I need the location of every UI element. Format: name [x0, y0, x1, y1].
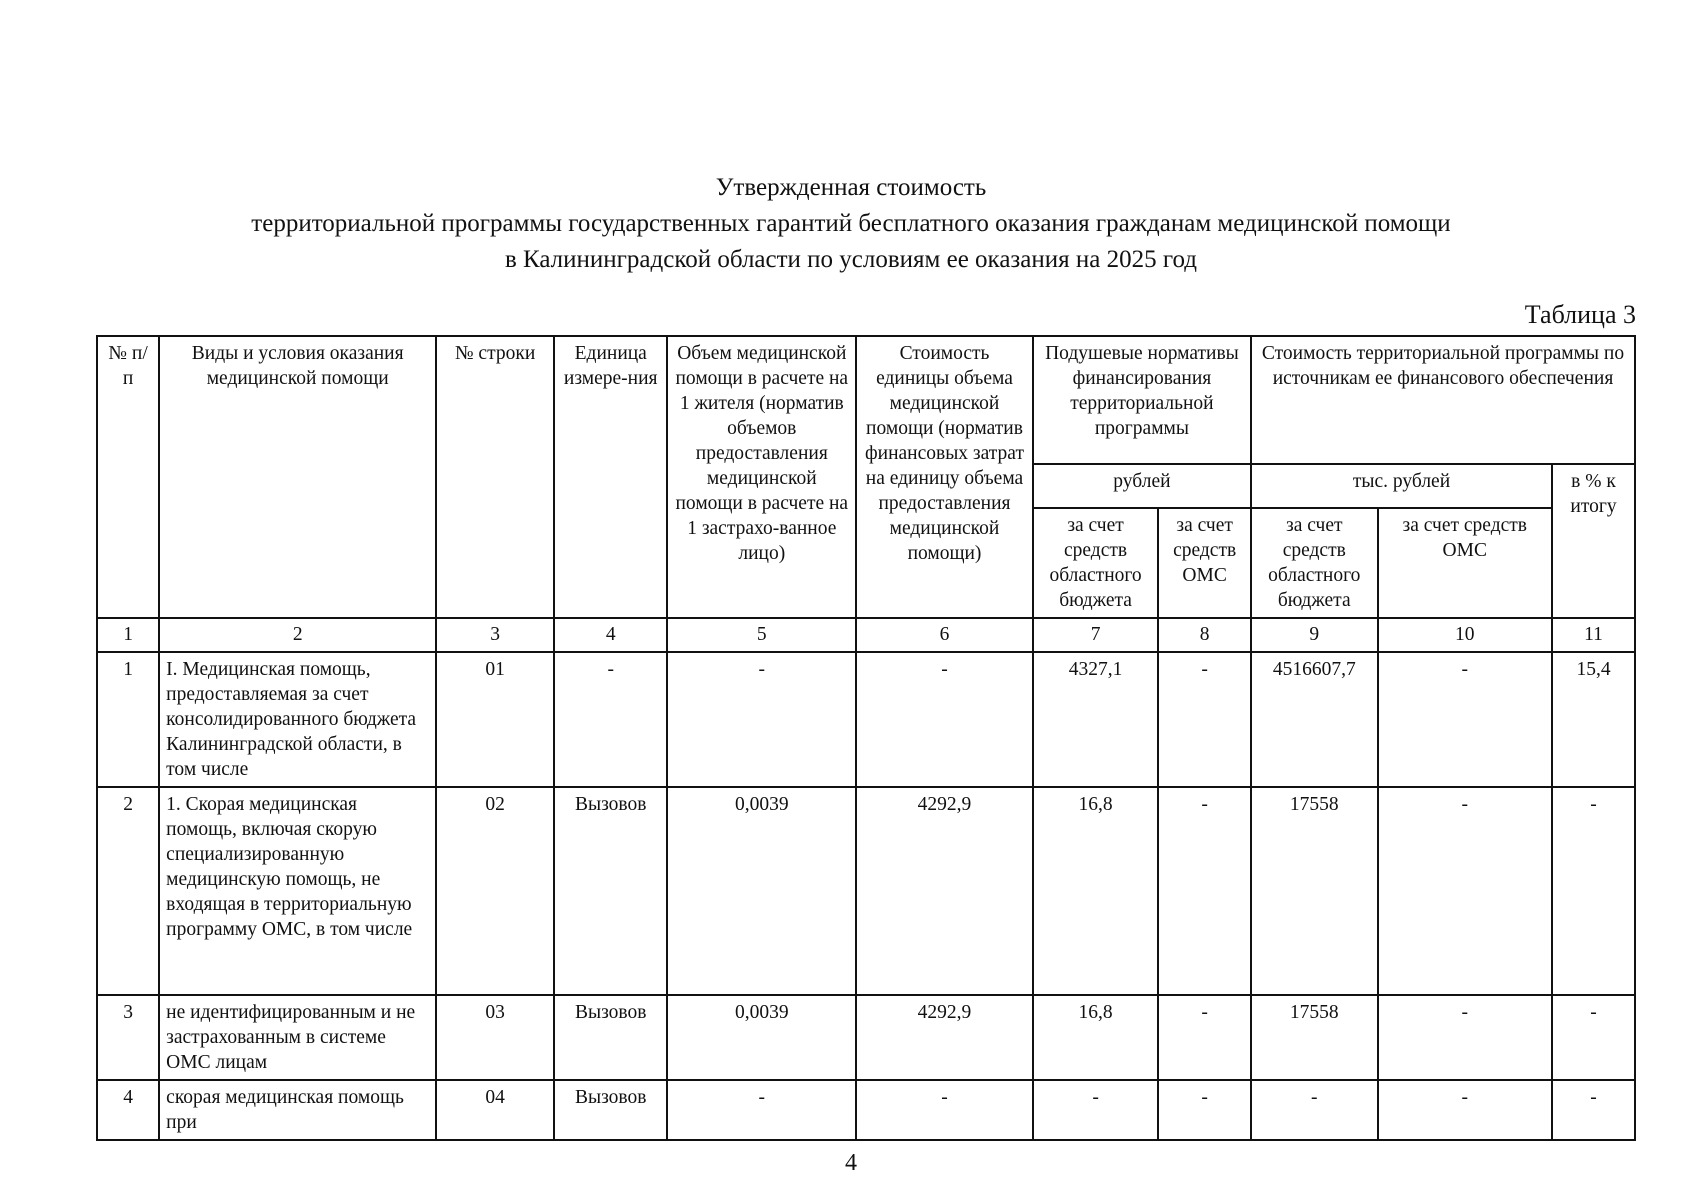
column-number-row: [97, 618, 1635, 652]
row-budget-thousand-cell: 4516607,7: [1251, 652, 1378, 787]
row-percent-cell: -: [1552, 995, 1635, 1080]
row-unit-cost-cell: 4292,9: [856, 995, 1033, 1080]
column-number: 11: [1552, 618, 1635, 652]
row-oms-rubles-cell: -: [1158, 787, 1251, 995]
row-volume-cell: -: [667, 1080, 856, 1140]
row-budget-thousand-cell: -: [1251, 1080, 1378, 1140]
row-budget-rubles-cell: -: [1033, 1080, 1158, 1140]
header-unit: Единица измере-ния: [554, 336, 667, 618]
header-num: № п/п: [97, 336, 159, 618]
row-percent-cell: 15,4: [1552, 652, 1635, 787]
row-percent-cell: -: [1552, 1080, 1635, 1140]
header-type: Виды и условия оказания медицинской помощи: [159, 336, 436, 618]
row-budget-rubles-cell: 4327,1: [1033, 652, 1158, 787]
row-unit-cost-cell: 4292,9: [856, 787, 1033, 995]
row-volume-cell: -: [667, 652, 856, 787]
row-line-cell: 02: [436, 787, 554, 995]
row-num-cell: 2: [97, 787, 159, 995]
title-line-1: Утвержденная стоимость: [715, 174, 987, 201]
table-row: [97, 1080, 1635, 1140]
title-line-2: территориальной программы государственных гарантий бесплатного оказания гражданам медицинской помощи: [251, 210, 1451, 237]
row-percent-cell: -: [1552, 787, 1635, 995]
row-oms-rubles-cell: -: [1158, 1080, 1251, 1140]
header-thousand-rubles: тыс. рублей: [1251, 464, 1552, 508]
header-regional-budget-rubles: за счет средств областного бюджета: [1033, 508, 1158, 618]
table-label: Таблица 3: [1524, 300, 1636, 329]
column-number: 3: [436, 618, 554, 652]
column-number: 6: [856, 618, 1033, 652]
column-number: 5: [667, 618, 856, 652]
row-oms-rubles-cell: -: [1158, 652, 1251, 787]
row-volume-cell: 0,0039: [667, 995, 856, 1080]
row-num-cell: 3: [97, 995, 159, 1080]
column-number: 4: [554, 618, 667, 652]
row-unit-cell: Вызовов: [554, 787, 667, 995]
header-program-cost-group: Стоимость территориальной программы по источникам ее финансового обеспечения: [1251, 336, 1635, 464]
row-unit-cell: Вызовов: [554, 1080, 667, 1140]
row-budget-thousand-cell: 17558: [1251, 787, 1378, 995]
row-oms-thousand-cell: -: [1378, 787, 1553, 995]
row-line-cell: 01: [436, 652, 554, 787]
row-volume-cell: 0,0039: [667, 787, 856, 995]
header-volume: Объем медицинской помощи в расчете на 1 жителя (норматив объемов предоставления медицинской помощи в расчете на 1 застрахо-ванное лицо): [667, 336, 856, 618]
header-percent: в % к итогу: [1552, 464, 1635, 618]
column-number: 8: [1158, 618, 1251, 652]
header-oms-rubles: за счет средств ОМС: [1158, 508, 1251, 618]
column-number: 1: [97, 618, 159, 652]
row-oms-rubles-cell: -: [1158, 995, 1251, 1080]
title-line-3: в Калининградской области по условиям ее оказания на 2025 год: [504, 246, 1198, 273]
document-title: [0, 170, 1702, 278]
table-row: [97, 995, 1635, 1080]
row-type-cell: не идентифицированным и не застрахованным в системе ОМС лицам: [159, 995, 436, 1080]
column-number: 2: [159, 618, 436, 652]
row-oms-thousand-cell: -: [1378, 1080, 1553, 1140]
row-type-cell: скорая медицинская помощь при: [159, 1080, 436, 1140]
row-oms-thousand-cell: -: [1378, 995, 1553, 1080]
row-unit-cell: -: [554, 652, 667, 787]
page-number: 4: [845, 1150, 857, 1176]
column-number: 7: [1033, 618, 1158, 652]
row-budget-rubles-cell: 16,8: [1033, 787, 1158, 995]
row-budget-rubles-cell: 16,8: [1033, 995, 1158, 1080]
row-type-cell: 1. Скорая медицинская помощь, включая скорую специализированную медицинскую помощь, не входящая в территориальную программу ОМС, в том числе: [159, 787, 436, 995]
header-regional-budget-thousand: за счет средств областного бюджета: [1251, 508, 1378, 618]
header-unit-cost: Стоимость единицы объема медицинской помощи (норматив финансовых затрат на единицу объема предоставления медицинской помощи): [856, 336, 1033, 618]
row-unit-cell: Вызовов: [554, 995, 667, 1080]
row-num-cell: 1: [97, 652, 159, 787]
header-per-capita-group: Подушевые нормативы финансирования территориальной программы: [1033, 336, 1251, 464]
row-unit-cost-cell: -: [856, 652, 1033, 787]
column-number: 10: [1378, 618, 1553, 652]
row-budget-thousand-cell: 17558: [1251, 995, 1378, 1080]
column-number: 9: [1251, 618, 1378, 652]
row-line-cell: 04: [436, 1080, 554, 1140]
row-num-cell: 4: [97, 1080, 159, 1140]
table-row: [97, 787, 1635, 995]
header-row-number: № строки: [436, 336, 554, 618]
row-line-cell: 03: [436, 995, 554, 1080]
header-rubles: рублей: [1033, 464, 1251, 508]
header-oms-thousand: за счет средств ОМС: [1378, 508, 1553, 618]
row-type-cell: I. Медицинская помощь, предоставляемая за счет консолидированного бюджета Калининградской области, в том числе: [159, 652, 436, 787]
row-oms-thousand-cell: -: [1378, 652, 1553, 787]
row-unit-cost-cell: -: [856, 1080, 1033, 1140]
table-row: [97, 652, 1635, 787]
cost-table: [96, 335, 1636, 1141]
